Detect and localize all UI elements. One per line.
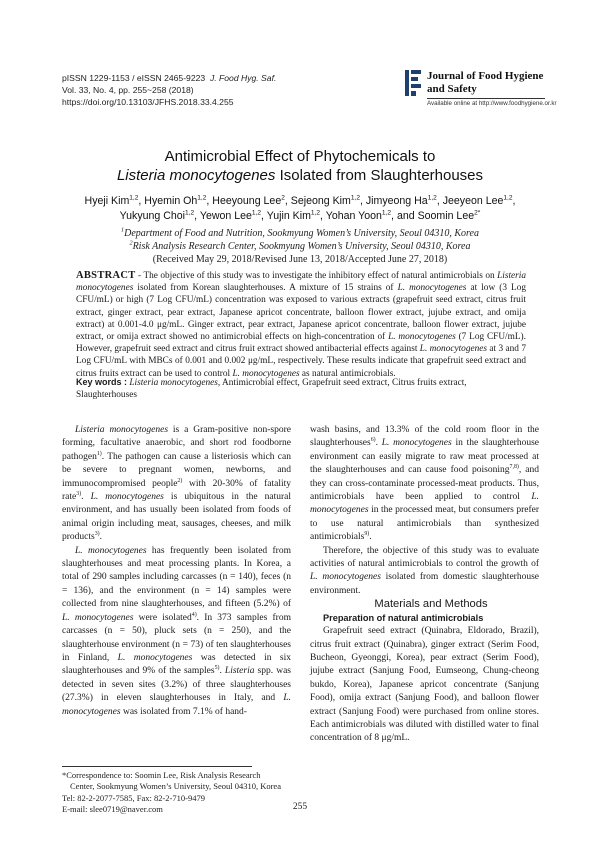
text-run: isolated from domestic slaughterhouse environment. bbox=[310, 572, 539, 596]
journal-citation-header bbox=[62, 72, 276, 108]
footnote-line: Center, Sookmyung Women’s University, Seoul 04310, Korea bbox=[70, 781, 281, 792]
author-name: Jimyeong Ha bbox=[365, 195, 428, 207]
title-rest: Isolated from Slaughterhouses bbox=[275, 167, 484, 184]
text-run: has frequently been isolated from slaughterhouses and meat processing plants. In Korea, a total of 290 samples including carcasses (n = 140), feces (n = 136), and the environment (n = 14) samples were collected from nine slaughterhouses, and fifteen (5.2%) of bbox=[62, 545, 291, 610]
italic-term: L. monocytogenes bbox=[381, 438, 452, 449]
keywords-list bbox=[76, 378, 467, 400]
journal-url[interactable]: Available online at http://www.foodhygiene.or.kr bbox=[427, 100, 557, 107]
text-run: . bbox=[369, 532, 372, 543]
italic-term: L. monocytogenes bbox=[388, 332, 456, 343]
citation-mark: 1) bbox=[96, 450, 102, 457]
volume-line: Vol. 33, No. 4, pp. 255~258 (2018) bbox=[62, 85, 194, 95]
author-line-1: Hyeji Kim$^{1,2}$, Hyemin Oh$^{1,2}$, Heeyoung Lee$^2$, Sejeong Kim$^{1,2}$, Jimyeong Ha$^{1,2}$, Jeeyeon Lee$^{1,2}$, bbox=[84, 194, 516, 207]
section-heading: Materials and Methods bbox=[374, 598, 488, 611]
text-run: . In 373 samples from carcasses (n = 50), pluck sets (n = 250), and the slaughterhouse environment (n = 73) of ten slaughterhouses in Finland, bbox=[62, 612, 291, 663]
citation-mark: 4) bbox=[191, 611, 197, 618]
italic-term: L. monocytogenes bbox=[62, 693, 291, 717]
author-affiliation-mark: 1,2 bbox=[197, 194, 207, 202]
keywords-label: Key words : bbox=[76, 377, 128, 387]
italic-term: L. monocytogenes bbox=[419, 344, 487, 355]
abstract-heading: ABSTRACT bbox=[76, 270, 136, 281]
author-affiliation-mark: 2* bbox=[474, 209, 481, 217]
author-name: Yewon Lee bbox=[199, 210, 252, 222]
journal-name bbox=[427, 70, 543, 96]
author-and: and bbox=[396, 210, 418, 222]
text-run: . bbox=[375, 438, 382, 449]
body-right-column bbox=[310, 424, 539, 746]
italic-term: Listeria bbox=[224, 666, 255, 677]
text-run: Therefore, the objective of this study was to evaluate activities of natural antimicrobials to control the growth of bbox=[310, 545, 539, 570]
affiliation-1-mark: 1 bbox=[121, 226, 125, 234]
author-name: Yohan Yoon bbox=[325, 210, 382, 222]
journal-logo-icon bbox=[405, 70, 421, 96]
text-run: is ubiquitous in the natural environment, and has usually been isolated from foods of animal origin including meat, sausages, cheeses, and milk products bbox=[62, 492, 291, 543]
author-name: Hyeji Kim bbox=[84, 195, 130, 207]
text-run: is a Gram-positive non-spore forming, facultative anaerobic, and short rod foodborne pathogen bbox=[62, 425, 291, 462]
subsection-heading: Preparation of natural antimicrobials bbox=[323, 612, 484, 623]
text-run: , and they can cross-contaminate processed-meat products. Thus, antimicrobials have been applied to control bbox=[310, 465, 539, 503]
body-left-column bbox=[62, 424, 291, 719]
abstract-separator: - bbox=[135, 271, 144, 281]
text-run: . The pathogen can cause a listeriosis which can be severe to pregnant women, newborns, and immunocompromised people bbox=[62, 451, 291, 489]
text-run: in the slaughterhouse environment can easily migrate to raw meat processed at the slaughterhouses and can cause food poisoning bbox=[310, 438, 539, 476]
footnote-email[interactable]: E-mail: slee0719@naver.com bbox=[62, 804, 163, 815]
text-run: . bbox=[99, 532, 102, 543]
italic-term: Listeria monocytogenes bbox=[129, 378, 218, 388]
doi-line[interactable]: https://doi.org/10.13103/JFHS.2018.33.4.255 bbox=[62, 97, 234, 107]
text-run: wash basins, and 13.3% of the cold room floor in the slaughterhouses bbox=[310, 425, 539, 449]
journal-abbreviation: J. Food Hyg. Saf. bbox=[209, 73, 277, 83]
text-run: isolated from Korean slaughterhouses. A mixture of 15 strains of bbox=[133, 283, 398, 294]
body-paragraph bbox=[310, 545, 539, 599]
journal-name-line2: and Safety bbox=[427, 83, 477, 95]
italic-term: Listeria monocytogenes bbox=[75, 425, 169, 435]
italic-term: L. monocytogenes bbox=[310, 492, 539, 516]
received-dates: (Received May 29, 2018/Revised June 13, 2018/Accepted June 27, 2018) bbox=[152, 254, 448, 265]
text-run: , Antimicrobial effect, Grapefruit seed extract, Citrus fruits extract, Slaughterhouses bbox=[76, 378, 467, 401]
citation-mark: 2) bbox=[177, 477, 183, 484]
author-name: Jeeyeon Lee bbox=[442, 195, 504, 207]
footnote-line: *Correspondence to: Soomin Lee, Risk Analysis Research bbox=[62, 770, 261, 780]
citation-mark: 9) bbox=[364, 531, 370, 538]
author-name: Heeyoung Lee bbox=[212, 195, 282, 207]
issn: pISSN 1229-1153 / eISSN 2465-9223 bbox=[62, 73, 206, 83]
text-run: . bbox=[81, 492, 91, 503]
citation-mark: 6) bbox=[370, 437, 376, 444]
affiliation-2-text: Risk Analysis Research Center, Sookmyung Women’s University, Seoul 04310, Korea bbox=[132, 241, 471, 252]
text-run: at low (3 Log CFU/mL) or high (7 Log CFU/mL) concentration was exposed to various extracts (grapefruit seed extract, citrus fruit extract, ginger extract, pear extract, Japanese apricot concentrate, balloon flower extract, jujube extract, and omija extract) at 0.001-4.0 μg/mL. Ginger extract, pear extract, Japanese apricot concentrate, balloon flower extract, jujube extract, or omija extract showed no antimicrobial effects on high-concentration of bbox=[76, 283, 526, 343]
text-run: was detected in six slaughterhouses and 9% of the samples bbox=[62, 652, 291, 677]
keywords bbox=[76, 376, 526, 401]
author-affiliation-mark: 1,2 bbox=[185, 209, 195, 217]
italic-term: L. monocytogenes bbox=[117, 652, 193, 663]
abstract-body bbox=[76, 271, 526, 379]
citation-mark: 3) bbox=[94, 531, 100, 538]
title-species-name: Listeria monocytogenes bbox=[116, 167, 276, 184]
affiliation-1 bbox=[60, 227, 540, 240]
body-paragraph bbox=[62, 424, 291, 545]
author-affiliation-mark: 1,2 bbox=[381, 209, 392, 217]
page-number: 255 bbox=[292, 802, 308, 812]
author-name: Yujin Kim bbox=[266, 210, 311, 222]
author-affiliation-mark: 1,2 bbox=[503, 194, 513, 202]
author-affiliation-mark: 2 bbox=[281, 194, 285, 202]
italic-term: L. monocytogenes bbox=[310, 572, 381, 583]
text-run: were isolated bbox=[133, 612, 192, 623]
italic-term: L. monocytogenes bbox=[90, 492, 164, 503]
citation-mark: 7,8) bbox=[509, 464, 519, 471]
author-name: Hyemin Oh bbox=[144, 195, 198, 207]
text-run: Grapefruit seed extract (Quinabra, Eldorado, Brazil), citrus fruit extract (Quinabra), ginger extract (Serim Food, Bucheon, Gyeonggi, Korea), pear extract (Serim Food), jujube extract (Sanjung Food, Eumseong, Chung-cheong bukdo, Korea), Japanese apricot concentrate (Sanjung Food), omija extract (Sanjung Food), and balloon flower extract (Sanjung Food) were purchased from online stores. Each antimicrobials was diluted with distilled water to final concentration of 8 μg/mL. bbox=[310, 626, 539, 744]
author-affiliation-mark: 1,2 bbox=[310, 209, 321, 217]
text-run: spp. was detected in seven sites (3.2%) of three slaughterhouses (27.3%) in eleven slaughterhouses in Italy, and bbox=[62, 666, 291, 704]
issn-line bbox=[62, 72, 276, 84]
affiliation-2-mark: 2 bbox=[129, 239, 133, 247]
author-affiliation-mark: 1,2 bbox=[129, 194, 139, 202]
text-run: in the processed meat, but consumers prefer to use natural antimicrobials than synthesized antimicrobials bbox=[310, 505, 539, 543]
text-run: with 20-30% of fatality rate bbox=[62, 478, 291, 503]
text-run: (7 Log CFU/mL). However, grapefruit seed extract and citrus fruit extract showed antibacterial effects against bbox=[76, 332, 526, 355]
author-name: Sejeong Kim bbox=[290, 195, 351, 207]
text-run: was isolated from 7.1% of hand- bbox=[120, 706, 247, 717]
abstract bbox=[76, 270, 526, 380]
footnote-divider bbox=[62, 766, 252, 767]
text-run: . bbox=[219, 666, 225, 677]
italic-term: L. monocytogenes bbox=[397, 283, 467, 294]
italic-term: L. monocytogenes bbox=[232, 368, 300, 379]
footnote-line: Tel: 82-2-2077-7585, Fax: 82-2-710-9479 bbox=[62, 792, 205, 803]
author-line-2: Yukyung Choi$^{1,2}$, Yewon Lee$^{1,2}$, Yujin Kim$^{1,2}$, Yohan Yoon$^{1,2}$, and Soomin Lee$^{2*}$ bbox=[119, 209, 481, 222]
author-affiliation-mark: 1,2 bbox=[427, 194, 437, 202]
body-paragraph bbox=[62, 545, 291, 719]
citation-mark: 3) bbox=[76, 490, 82, 497]
citation-mark: 5) bbox=[214, 665, 220, 672]
text-run: The objective of this study was to investigate the inhibitory effect of natural antimicrobials on bbox=[143, 271, 498, 281]
journal-divider bbox=[427, 98, 545, 99]
journal-name-line1: Journal of Food Hygiene bbox=[427, 70, 544, 82]
italic-term: L. monocytogenes bbox=[75, 545, 147, 556]
italic-term: L. monocytogenes bbox=[62, 612, 134, 623]
author-name: Soomin Lee bbox=[417, 210, 475, 222]
text-run: at 3 and 7 Log CFU/mL with MBCs of 0.001 and 0.002 μg/mL, respectively. These results indicate that grapefruit seed extract and citrus fruits extract can be used to control bbox=[76, 344, 526, 379]
author-list bbox=[60, 194, 540, 224]
affiliation-1-text: Department of Food and Nutrition, Sookmyung Women’s University, Seoul 04310, Korea bbox=[124, 228, 479, 239]
body-paragraph bbox=[310, 424, 539, 545]
italic-term: Listeria monocytogenes bbox=[76, 271, 527, 294]
text-run: as natural antimicrobials. bbox=[299, 368, 396, 379]
article-title-line1: Antimicrobial Effect of Phytochemicals to bbox=[164, 148, 436, 165]
article-title-line2 bbox=[0, 166, 600, 185]
author-affiliation-mark: 1,2 bbox=[251, 209, 262, 217]
affiliation-2 bbox=[60, 240, 540, 253]
author-name: Yukyung Choi bbox=[119, 210, 186, 222]
body-paragraph bbox=[310, 625, 539, 746]
author-affiliation-mark: 1,2 bbox=[350, 194, 360, 202]
